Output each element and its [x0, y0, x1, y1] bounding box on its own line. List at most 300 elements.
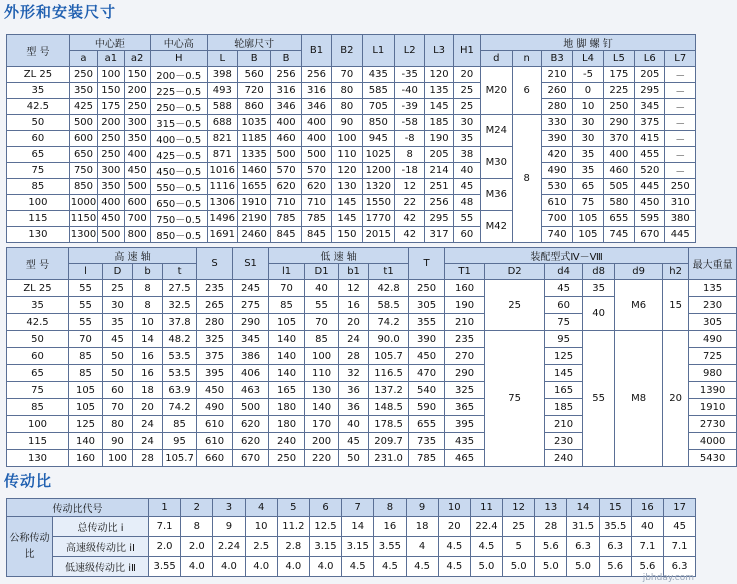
ratio-value-cell: 8 — [181, 517, 213, 537]
table-cell: 395 — [197, 365, 233, 382]
sub-L7: L7 — [665, 51, 696, 67]
table-cell: 256 — [301, 67, 331, 83]
table-cell: 265 — [197, 297, 233, 314]
table-cell: 720 — [237, 83, 270, 99]
table-cell: 655 — [603, 211, 634, 227]
table-cell: 140 — [269, 365, 305, 382]
table-cell: 190 — [425, 131, 453, 147]
table-cell: 38 — [453, 147, 480, 163]
bolt-count-cell: 8 — [512, 115, 541, 243]
table-cell: 210 — [541, 67, 572, 83]
table-cell: 670 — [635, 227, 665, 243]
table-cell: 250 — [69, 67, 97, 83]
sub-a2: a2 — [124, 51, 150, 67]
table-cell: 256 — [425, 195, 453, 211]
table-cell: 705 — [362, 99, 394, 115]
table-cell: 315－0.5 — [150, 115, 207, 131]
table-cell: 1550 — [362, 195, 394, 211]
table-cell: 24 — [133, 433, 163, 450]
ratio-code-cell: 15 — [599, 499, 631, 517]
weight-cell: 4000 — [689, 433, 737, 450]
table-cell: 386 — [233, 348, 269, 365]
ratio-value-cell: 2.5 — [245, 537, 277, 557]
table-cell: 42 — [395, 227, 425, 243]
model-cell: 115 — [7, 211, 70, 227]
table-cell: 16 — [339, 297, 369, 314]
model-cell: 85 — [7, 179, 70, 195]
table-cell: 1185 — [237, 131, 270, 147]
table-cell: 140 — [269, 348, 305, 365]
table-cell: 350 — [69, 83, 97, 99]
table-cell: 1116 — [207, 179, 237, 195]
table-cell: 465 — [445, 450, 485, 467]
section-title-ratio: 传动比 — [4, 472, 53, 490]
ratio-value-cell: 6.3 — [567, 537, 599, 557]
ratio-value-cell: 20 — [438, 517, 470, 537]
model-cell: 130 — [7, 450, 69, 467]
header-H1: H1 — [453, 35, 480, 67]
model-cell: 60 — [7, 348, 69, 365]
model-cell: 85 — [7, 399, 69, 416]
table-cell: 350 — [98, 179, 124, 195]
table-cell: 130 — [332, 179, 362, 195]
d8-cell: 35 — [583, 280, 615, 297]
table-cell: 55 — [69, 297, 103, 314]
watermark: jbhday.com — [642, 573, 694, 583]
table-cell: 42.8 — [369, 280, 409, 297]
table-cell: 415 — [635, 131, 665, 147]
low-speed-ratio-row — [7, 557, 696, 577]
table-cell: 25 — [453, 99, 480, 115]
table-cell: -40 — [395, 83, 425, 99]
sub-B-col: B — [271, 51, 301, 67]
ratio-value-cell: 5.0 — [470, 557, 502, 577]
model-cell: 60 — [7, 131, 70, 147]
table-cell: 600 — [69, 131, 97, 147]
table-cell: 60 — [453, 227, 480, 243]
table-cell: 200 — [98, 115, 124, 131]
table-cell: 100 — [305, 348, 339, 365]
ratio-code-cell: 1 — [149, 499, 181, 517]
table-cell: 100 — [98, 67, 124, 83]
table-cell: 1910 — [237, 195, 270, 211]
table-cell: 463 — [233, 382, 269, 399]
table-cell: 406 — [233, 365, 269, 382]
ratio-value-cell: 5.0 — [567, 557, 599, 577]
table-cell: 85 — [269, 297, 305, 314]
table-cell: 35 — [573, 147, 603, 163]
table-cell: 35 — [573, 163, 603, 179]
table-cell: 50 — [103, 365, 133, 382]
table-cell: 105 — [573, 211, 603, 227]
header-anchor-bolts: 地 脚 螺 钉 — [481, 35, 696, 51]
table-cell: 400 — [271, 115, 301, 131]
ratio-code-cell: 8 — [374, 499, 406, 517]
table-cell: 80 — [332, 83, 362, 99]
table-cell: 160 — [69, 450, 103, 467]
table-cell: 398 — [207, 67, 237, 83]
ratio-code-cell: 5 — [277, 499, 309, 517]
ratio-value-cell: 4.5 — [374, 557, 406, 577]
weight-cell: 980 — [689, 365, 737, 382]
table-cell: 821 — [207, 131, 237, 147]
table-cell: － — [665, 147, 696, 163]
table-cell: 850 — [69, 179, 97, 195]
table-cell: 85 — [69, 348, 103, 365]
ratio-value-cell: 2.8 — [277, 537, 309, 557]
ratio-value-cell: 40 — [631, 517, 663, 537]
table-cell: 75 — [573, 195, 603, 211]
model-cell: 100 — [7, 416, 69, 433]
table-cell: 325 — [445, 382, 485, 399]
table-cell: 55 — [69, 314, 103, 331]
table-cell: 120 — [425, 67, 453, 83]
ratio-code-cell: 17 — [664, 499, 696, 517]
table-cell: 209.7 — [369, 433, 409, 450]
table-cell: 435 — [362, 67, 394, 83]
ratio-value-cell: 4.0 — [277, 557, 309, 577]
ratio-value-cell: 2.0 — [149, 537, 181, 557]
model-cell: 130 — [7, 227, 70, 243]
header-model-2: 型 号 — [7, 248, 69, 280]
table-cell: 25 — [103, 280, 133, 297]
table-cell: 250 — [269, 450, 305, 467]
ratio-value-cell: 5.0 — [535, 557, 567, 577]
table-cell: 370 — [603, 131, 634, 147]
table-cell: 135 — [425, 83, 453, 99]
sub-b1: b1 — [339, 264, 369, 280]
table-cell: 28 — [133, 450, 163, 467]
table-cell: 290 — [233, 314, 269, 331]
sub-H: H — [150, 51, 207, 67]
model-cell: 42.5 — [7, 314, 69, 331]
header-T: T — [409, 248, 445, 280]
table-cell: 150 — [332, 227, 362, 243]
table-cell: 400 — [98, 195, 124, 211]
table-cell: 8 — [133, 280, 163, 297]
table-cell: 305 — [409, 297, 445, 314]
table-cell: 845 — [301, 227, 331, 243]
table-cell: 450 — [124, 163, 150, 179]
table-cell: 36 — [339, 399, 369, 416]
sub-D1: D1 — [305, 264, 339, 280]
model-cell: 35 — [7, 297, 69, 314]
d2-cell: 25 — [485, 280, 545, 331]
h2-cell: 15 — [663, 280, 689, 331]
ratio-value-cell: 7.1 — [149, 517, 181, 537]
table-cell: 620 — [233, 416, 269, 433]
ratio-value-cell: 3.55 — [374, 537, 406, 557]
table-cell: 251 — [425, 179, 453, 195]
header-assembly-type: 装配型式Ⅳ－Ⅷ — [445, 248, 689, 264]
table-cell: 75 — [545, 314, 583, 331]
table-cell: 175 — [603, 67, 634, 83]
table-cell: 365 — [445, 399, 485, 416]
table-cell: 350 — [124, 131, 150, 147]
ratio-value-cell: 14 — [342, 517, 374, 537]
table-cell: 785 — [301, 211, 331, 227]
table-cell: 50 — [339, 450, 369, 467]
table-cell: 346 — [301, 99, 331, 115]
table-cell: 180 — [269, 416, 305, 433]
table-cell: 620 — [301, 179, 331, 195]
table-cell: 32.5 — [163, 297, 197, 314]
table-cell: 800 — [124, 227, 150, 243]
ratio-value-cell: 2.0 — [181, 537, 213, 557]
table-cell: 40 — [305, 280, 339, 297]
table-cell: 24 — [133, 416, 163, 433]
table-cell: 70 — [305, 314, 339, 331]
sub-d: d — [481, 51, 512, 67]
table-cell: 710 — [301, 195, 331, 211]
table-cell: 600 — [124, 195, 150, 211]
table-cell: 105.7 — [163, 450, 197, 467]
table-cell: － — [665, 83, 696, 99]
table-cell: 550－0.5 — [150, 179, 207, 195]
table-cell: 30 — [103, 297, 133, 314]
table-cell: 165 — [545, 382, 583, 399]
table-cell: 185 — [425, 115, 453, 131]
table-cell: 295 — [425, 211, 453, 227]
table-cell: 137.2 — [369, 382, 409, 399]
table-cell: 105 — [269, 314, 305, 331]
table-cell: 1306 — [207, 195, 237, 211]
table-cell: 28 — [339, 348, 369, 365]
table-cell: 140 — [305, 399, 339, 416]
table-cell: 250 — [98, 147, 124, 163]
table-cell: 650－0.5 — [150, 195, 207, 211]
table-cell: 90.0 — [369, 331, 409, 348]
sub-d4: d4 — [545, 264, 583, 280]
ratio-value-cell: 9 — [213, 517, 245, 537]
table-cell: 74.2 — [369, 314, 409, 331]
table-cell: 330 — [541, 115, 572, 131]
table-cell: 235 — [197, 280, 233, 297]
bolt-size-cell: M24 — [481, 115, 512, 147]
table-cell: 100 — [103, 450, 133, 467]
ratio-code-cell: 3 — [213, 499, 245, 517]
table-cell: 150 — [124, 67, 150, 83]
table-cell: 560 — [237, 67, 270, 83]
table-cell: 200 — [305, 433, 339, 450]
table-cell: 493 — [207, 83, 237, 99]
model-cell: 65 — [7, 147, 70, 163]
table-cell: 30 — [453, 115, 480, 131]
table-cell: 40 — [453, 163, 480, 179]
table-cell: 210 — [545, 416, 583, 433]
sub-D: D — [103, 264, 133, 280]
ratio-value-cell: 4.0 — [181, 557, 213, 577]
ratio-value-cell: 4.0 — [245, 557, 277, 577]
table-cell: -8 — [395, 131, 425, 147]
table-cell: 390 — [409, 331, 445, 348]
header-max-weight: 最大重量 — [689, 248, 737, 280]
table-cell: 500 — [271, 147, 301, 163]
table-cell: -58 — [395, 115, 425, 131]
table-cell: 470 — [409, 365, 445, 382]
table-cell: 345 — [233, 331, 269, 348]
table-cell: 250 — [409, 280, 445, 297]
model-cell: ZL 25 — [7, 67, 70, 83]
table-cell: 580 — [603, 195, 634, 211]
table-cell: 45 — [545, 280, 583, 297]
sub-l1: l1 — [269, 264, 305, 280]
table-cell: － — [665, 115, 696, 131]
table-cell: 316 — [301, 83, 331, 99]
bolt-size-cell: M30 — [481, 147, 512, 179]
table-cell: 20 — [339, 314, 369, 331]
table-cell: 145 — [545, 365, 583, 382]
table-row — [7, 331, 737, 348]
table-cell: 214 — [425, 163, 453, 179]
table-cell: 120 — [332, 163, 362, 179]
ratio-value-cell: 5 — [503, 537, 535, 557]
ratio-value-cell: 6.3 — [664, 557, 696, 577]
bolt-size-cell: M36 — [481, 179, 512, 211]
ratio-value-cell: 4.5 — [438, 537, 470, 557]
table-cell: 750 — [69, 163, 97, 179]
table-cell: 200 — [124, 83, 150, 99]
table-cell: 80 — [332, 99, 362, 115]
ratio-value-cell: 11.2 — [277, 517, 309, 537]
header-outline: 轮廓尺寸 — [207, 35, 301, 51]
table-cell: 588 — [207, 99, 237, 115]
table-cell: 425 — [69, 99, 97, 115]
table-cell: 500 — [98, 227, 124, 243]
table-cell: 100 — [332, 131, 362, 147]
table-cell: 460 — [271, 131, 301, 147]
header-center-height: 中心高 — [150, 35, 207, 51]
table-cell: 850－0.5 — [150, 227, 207, 243]
model-cell: 75 — [7, 163, 70, 179]
bolt-size-cell: M20 — [481, 67, 512, 115]
sub-B: B — [237, 51, 270, 67]
table-cell: 735 — [409, 433, 445, 450]
table-cell: 80 — [103, 416, 133, 433]
table-cell: 445 — [635, 179, 665, 195]
table-cell: 250－0.5 — [150, 99, 207, 115]
table-cell: 70 — [69, 331, 103, 348]
table-cell: 460 — [603, 163, 634, 179]
table-cell: -18 — [395, 163, 425, 179]
table-cell: 585 — [362, 83, 394, 99]
table-cell: 620 — [271, 179, 301, 195]
table-cell: 14 — [133, 331, 163, 348]
table-cell: 290 — [445, 365, 485, 382]
table-cell: 8 — [395, 147, 425, 163]
sub-T1: T1 — [445, 264, 485, 280]
table-cell: 380 — [665, 211, 696, 227]
header-ratio-code: 传动比代号 — [7, 499, 149, 517]
table-cell: 85 — [305, 331, 339, 348]
table-cell: 1200 — [362, 163, 394, 179]
model-cell: 50 — [7, 331, 69, 348]
table-cell: 18 — [133, 382, 163, 399]
table-cell: 280 — [197, 314, 233, 331]
table-cell: 860 — [237, 99, 270, 115]
ratio-value-cell: 5.6 — [631, 557, 663, 577]
table-cell: 2015 — [362, 227, 394, 243]
table-row — [7, 227, 696, 243]
table-cell: 650 — [69, 147, 97, 163]
table-row — [7, 99, 696, 115]
table-cell: 145 — [332, 211, 362, 227]
d9-cell: M8 — [615, 331, 663, 467]
table-cell: 105.7 — [369, 348, 409, 365]
table-cell: 570 — [271, 163, 301, 179]
table-cell: 250 — [124, 99, 150, 115]
total-ratio-row — [7, 517, 696, 537]
table-cell: 20 — [453, 67, 480, 83]
table-cell: 225 — [603, 83, 634, 99]
table-cell: 850 — [362, 115, 394, 131]
table-cell: 1335 — [237, 147, 270, 163]
table-cell: 610 — [541, 195, 572, 211]
table-cell: 375 — [197, 348, 233, 365]
ratio-value-cell: 35.5 — [599, 517, 631, 537]
sub-a1: a1 — [98, 51, 124, 67]
table-cell: 710 — [271, 195, 301, 211]
weight-cell: 5430 — [689, 450, 737, 467]
table-cell: 520 — [635, 163, 665, 179]
table-cell: 60 — [103, 382, 133, 399]
table-cell: 570 — [301, 163, 331, 179]
table-row — [7, 211, 696, 227]
ratio-code-cell: 11 — [470, 499, 502, 517]
table-cell: -5 — [573, 67, 603, 83]
table-cell: 595 — [635, 211, 665, 227]
table-cell: 316 — [271, 83, 301, 99]
sub-B3: B3 — [541, 51, 572, 67]
table-cell: 63.9 — [163, 382, 197, 399]
ratio-table — [6, 498, 696, 577]
table-row — [7, 67, 696, 83]
ratio-code-cell: 7 — [342, 499, 374, 517]
table-cell: 53.5 — [163, 348, 197, 365]
table-cell: 945 — [362, 131, 394, 147]
table-cell: 45 — [339, 433, 369, 450]
table-cell: 500 — [301, 147, 331, 163]
table-cell: 700 — [541, 211, 572, 227]
sub-t1: t1 — [369, 264, 409, 280]
table-cell: 700 — [124, 211, 150, 227]
table-cell: 300 — [98, 163, 124, 179]
bolt-count-cell: 6 — [512, 67, 541, 115]
table-cell: 1300 — [69, 227, 97, 243]
header-high-speed-shaft: 高 速 轴 — [69, 248, 197, 264]
sub-L: L — [207, 51, 237, 67]
ratio-code-cell: 9 — [406, 499, 438, 517]
sub-a: a — [69, 51, 97, 67]
ratio-value-cell: 4.5 — [406, 557, 438, 577]
ratio-value-cell: 12.5 — [309, 517, 341, 537]
table-cell: 745 — [603, 227, 634, 243]
ratio-code-cell: 6 — [309, 499, 341, 517]
table-cell: 25 — [453, 83, 480, 99]
d2-cell: 75 — [485, 331, 545, 467]
table-cell: 22 — [395, 195, 425, 211]
table-cell: 275 — [233, 297, 269, 314]
table-cell: 355 — [409, 314, 445, 331]
table-cell: 225－0.5 — [150, 83, 207, 99]
model-cell: ZL 25 — [7, 280, 69, 297]
table-cell: 145 — [332, 195, 362, 211]
table-cell: 125 — [69, 416, 103, 433]
table-row — [7, 163, 696, 179]
table-cell: 490 — [197, 399, 233, 416]
table-cell: 165 — [269, 382, 305, 399]
table-cell: 24 — [339, 331, 369, 348]
